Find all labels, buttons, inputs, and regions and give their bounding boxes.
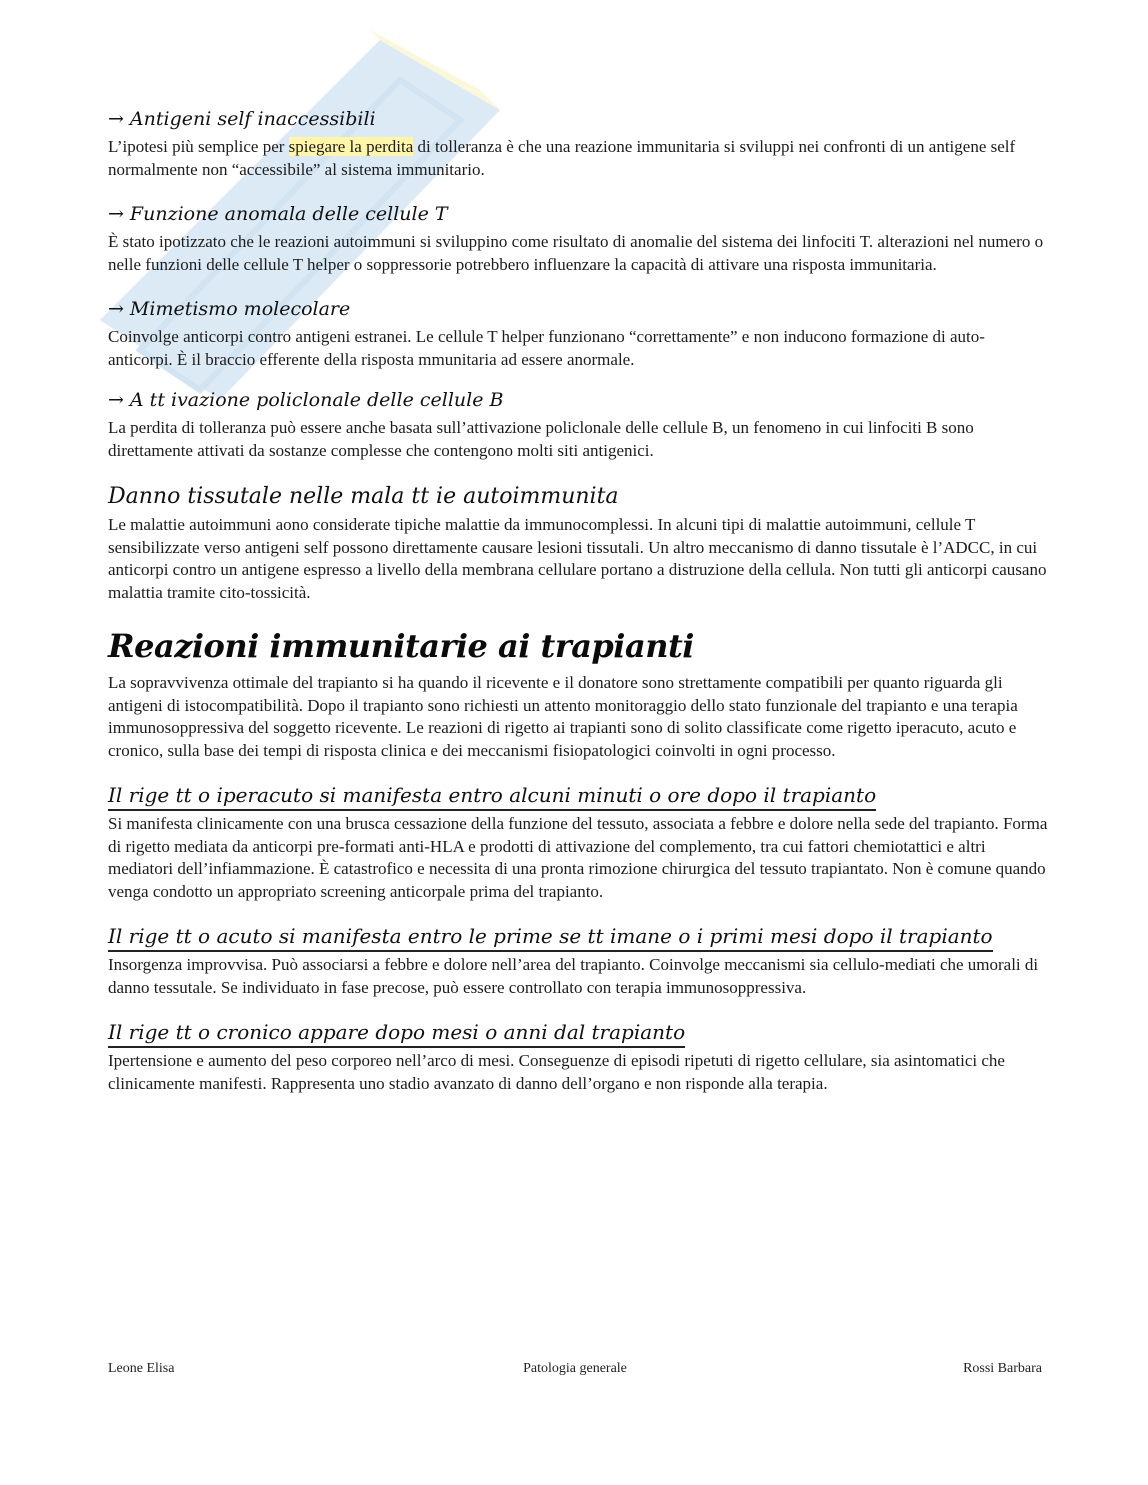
arrow-right-icon: → (108, 108, 124, 130)
heading-text: Funzione anomala delle cellule T (129, 203, 448, 225)
section-heading-antigeni-self (108, 106, 1048, 132)
page-footer (108, 1361, 1042, 1381)
page-title: Reazioni immunitarie ai trapianti (108, 627, 694, 665)
heading-text: Mimetismo molecolare (129, 298, 351, 320)
section-heading-funzione-anomala (108, 201, 1048, 227)
arrow-right-icon: → (108, 389, 124, 411)
paragraph-antigeni-self (108, 136, 1048, 181)
paragraph-rigetto-cronico: Ipertensione e aumento del peso corporeo nell’arco di mesi. Conseguenze di episodi ripetuti di rigetto cellulare, sia asintomatici che clinicamente manifesti. Rappresenta uno stadio avanzato di danno dell’organo e non risponde alla terapia. (108, 1051, 1005, 1093)
heading-text: Antigeni self inaccessibili (129, 108, 376, 130)
section-heading-mimetismo (108, 296, 1048, 322)
paragraph-attivazione-policlonale: La perdita di tolleranza può essere anche basata sull’attivazione policlonale delle cellule B, un fenomeno in cui linfociti B sono direttamente attivati da sostanze complesse che contengono molti siti antigenici. (108, 418, 974, 460)
heading-text: A tt ivazione policlonale delle cellule B (129, 389, 504, 411)
paragraph-danno-tissutale: Le malattie autoimmuni aono considerate tipiche malattie da immunocomplessi. In alcuni tipi di malattie autoimmuni, cellule T sensibilizzate verso antigeni self possono direttamente causare lesioni tissutali. Un altro meccanismo di danno tissutale è l’ADCC, in cui anticorpi contro un antigene espresso a livello della membrana cellulare portano a distruzione della cellula. Non tutti gli anticorpi causano malattia tramite cito-tossicità. (108, 515, 1047, 602)
highlighted-text: spiegare la perdita (288, 137, 414, 156)
footer-course: Patologia generale (523, 1361, 627, 1376)
paragraph-mimetismo: Coinvolge anticorpi contro antigeni estranei. Le cellule T helper funzionano “correttamente” e non inducono formazione di auto-anticorpi. È il braccio efferente della risposta mmunitaria ad essere anormale. (108, 327, 985, 369)
document-body (108, 106, 1048, 1095)
paragraph-text: di tolleranza è che una reazione immunitaria si sviluppi nei confronti di un antigene self normalmente non “accessibile” al sistema immunitario. (108, 137, 1016, 179)
paragraph-text: L’ipotesi più semplice per (108, 137, 289, 156)
section-heading-danno-tissutale: Danno tissutale nelle mala tt ie autoimmunita (108, 484, 619, 509)
section-heading-rigetto-cronico: Il rige tt o cronico appare dopo mesi o anni dal trapianto (108, 1019, 685, 1048)
footer-author-left: Leone Elisa (108, 1361, 175, 1376)
paragraph-rigetto-iperacuto: Si manifesta clinicamente con una brusca cessazione della funzione del tessuto, associata a febbre e dolore nella sede del trapianto. Forma di rigetto mediata da anticorpi pre-formati anti-HLA e prodotti di attivazione del complemento, tra cui fattori chemiotattici e altri mediatori dell’infiammazione. È catastrofico e necessita di una pronta rimozione chirurgica del tessuto trapiantato. Non è comune quando venga condotto un appropriato screening anticorpale prima del trapianto. (108, 814, 1048, 901)
section-heading-rigetto-iperacuto: Il rige tt o iperacuto si manifesta entro alcuni minuti o ore dopo il trapianto (108, 782, 876, 811)
arrow-right-icon: → (108, 298, 124, 320)
section-heading-rigetto-acuto: Il rige tt o acuto si manifesta entro le prime se tt imane o i primi mesi dopo il trapianto (108, 923, 993, 952)
section-heading-attivazione-policlonale (108, 387, 1048, 413)
arrow-right-icon: → (108, 203, 124, 225)
paragraph-trapianti: La sopravvivenza ottimale del trapianto si ha quando il ricevente e il donatore sono strettamente compatibili per quanto riguarda gli antigeni di istocompatibilità. Dopo il trapianto sono richiesti un attento monitoraggio dello stato funzionale del trapianto e una terapia immunosoppressiva del soggetto ricevente. Le reazioni di rigetto ai trapianti sono di solito classificate come rigetto iperacuto, acuto e cronico, sulla base dei tempi di risposta clinica e dei meccanismi fisiopatologici coinvolti in ogni processo. (108, 673, 1018, 760)
footer-author-right: Rossi Barbara (963, 1361, 1042, 1376)
paragraph-funzione-anomala: È stato ipotizzato che le reazioni autoimmuni si sviluppino come risultato di anomalie del sistema dei linfociti T. alterazioni nel numero o nelle funzioni delle cellule T helper o soppressorie potrebbero influenzare la capacità di attivare una risposta immunitaria. (108, 232, 1044, 274)
paragraph-rigetto-acuto: Insorgenza improvvisa. Può associarsi a febbre e dolore nell’area del trapianto. Coinvolge meccanismi sia cellulo-mediati che umorali di danno tessutale. Se individuato in fase precose, può essere controllato con terapia immunosoppressiva. (108, 955, 1039, 997)
